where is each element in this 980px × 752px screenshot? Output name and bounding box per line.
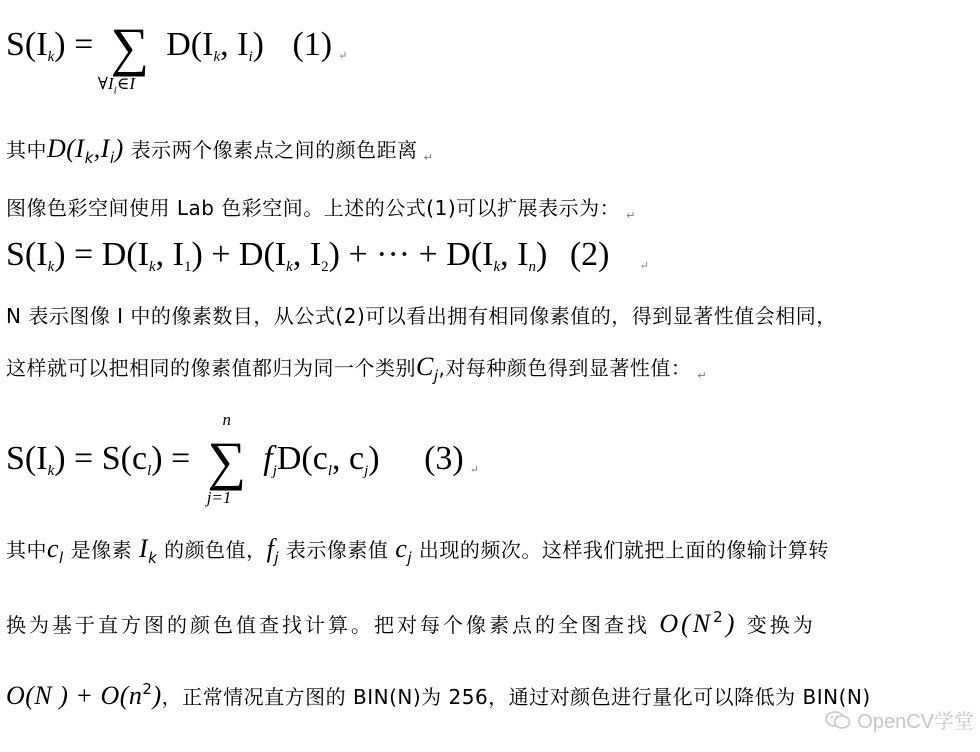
line4-prefix: 这样就可以把相同的像素值都归为同一个类别 (6, 356, 416, 380)
eq1-sub-i: i (248, 48, 253, 65)
eq1-close: ) (252, 25, 264, 63)
eq3-equals: ) = (151, 439, 199, 477)
sigma-symbol: ∑ (207, 431, 246, 491)
eq2-sub-k2: k (148, 259, 156, 275)
eq3-sep: , c (332, 439, 365, 477)
eq1-rhs-sub-k: k (213, 48, 221, 65)
eq1-rhs: D(I (166, 25, 214, 63)
eq3-sum-upper: n (222, 410, 231, 429)
text-line-4 (6, 352, 707, 385)
line5-p1: 其中 (6, 538, 47, 562)
watermark (825, 705, 974, 734)
eq3-d: D(c (276, 439, 328, 477)
equation-2 (6, 236, 649, 276)
eq2-term-1: ) = D(I (54, 236, 149, 273)
line4-suffix: ,对每种颜色得到显著性值： (438, 356, 692, 380)
line1-math-d: D(I (47, 134, 85, 163)
line5-math-i: I (138, 534, 149, 563)
line5-p2: 是像素 (63, 538, 139, 562)
line5-sub-j: j (274, 549, 280, 567)
line5-math-c2: c (395, 534, 408, 563)
line4-math-c: C (416, 352, 434, 381)
line6-sup-2: 2 (713, 608, 726, 626)
eq2-label: (2) (569, 236, 610, 273)
line5-sub-k: k (148, 549, 158, 567)
eq3-sub-j: j (272, 462, 277, 479)
paragraph-mark: ↵ (469, 463, 479, 476)
eq1-equals: = (65, 25, 102, 63)
line6-math-close: ) (725, 609, 738, 638)
line6-math-o: O(N (659, 609, 714, 638)
text-line-1 (6, 134, 433, 167)
paragraph-mark: ↵ (697, 369, 708, 382)
eq2-term-2: ) + D(I (191, 236, 287, 273)
text-line-3 (6, 300, 837, 329)
text-line-2 (6, 192, 636, 222)
text-line-6 (6, 608, 816, 639)
text-line-5 (6, 534, 829, 567)
line5-math-c: c (47, 534, 60, 563)
eq2-sub-2: 2 (321, 259, 329, 275)
line2-text: 图像色彩空间使用 Lab 色彩空间。上述的公式(1)可以扩展表示为： (6, 196, 621, 220)
line5-p5: 出现的频次。这样我们就把上面的像输计算转 (412, 538, 829, 562)
line5-p4: 表示像素值 (279, 538, 396, 562)
eq3-sub-l: l (147, 462, 152, 479)
watermark-text: OpenCV学堂 (857, 711, 974, 733)
eq1-summation (97, 17, 158, 97)
text-line-7 (6, 680, 871, 711)
eq2-sep-1: , I (155, 236, 184, 273)
eq2-sub-k3: k (286, 259, 293, 275)
paragraph-mark: ↵ (423, 151, 434, 164)
eq2-close: ) (535, 236, 548, 273)
line1-sub-i: i (109, 149, 115, 167)
eq3-f: f (263, 439, 273, 477)
line3-text: N 表示图像 I 中的像素数目，从公式(2)可以看出拥有相同像素值的，得到显著性值会相同， (6, 304, 837, 328)
eq3-close: ) (368, 439, 380, 477)
line7-math-close: ) (152, 681, 162, 710)
eq2-sub-n: n (528, 259, 536, 275)
eq2-lhs: S(I (6, 236, 48, 273)
eq1-lhs: S(I (6, 25, 48, 63)
line7-sup-2: 2 (142, 680, 153, 698)
eq1-label: (1) (292, 25, 333, 63)
eq2-sub-k4: k (493, 259, 501, 275)
eq1-sum-lower: $\forall I_i\in I$ (97, 74, 135, 97)
eq3-sub-k: k (47, 462, 55, 479)
line5-sub-l: l (59, 549, 64, 567)
eq3-sub-l2: l (327, 462, 332, 479)
eq2-sep-2: , I (292, 236, 322, 273)
line7-p1: ，正常情况直方图的 BIN(N)为 256，通过对颜色进行量化可以降低为 BIN(N) (161, 685, 871, 709)
eq1-rparen: ) (54, 25, 66, 63)
eq1-sep: , I (220, 25, 249, 63)
line1-math-sep: ,I (93, 134, 110, 163)
line5-math-f: f (266, 534, 275, 563)
equation-3 (6, 410, 479, 507)
paragraph-mark: ↵ (626, 209, 636, 222)
line1-suffix: 表示两个像素点之间的颜色距离 (123, 138, 418, 162)
wechat-icon (825, 710, 851, 730)
eq3-lhs: S(I (6, 439, 48, 477)
line5-sub-j2: j (407, 549, 412, 567)
line5-p3: 的颜色值， (157, 538, 267, 562)
eq2-sep-n: , I (500, 236, 529, 273)
eq2-sub-k: k (47, 259, 55, 275)
eq3-mid: ) = S(c (54, 439, 148, 477)
line7-math-o: O(N ) + O(n (6, 681, 143, 710)
paragraph-mark: ↵ (338, 49, 348, 62)
eq3-label: (3) (424, 439, 464, 477)
equation-1 (6, 17, 348, 97)
line4-sub-j: j (433, 367, 439, 385)
paragraph-mark: ↵ (639, 260, 649, 272)
eq3-sub-j2: j (364, 462, 369, 479)
line1-sub-k: k (84, 149, 94, 167)
eq2-term-n: ) + ··· + D(I (328, 236, 494, 273)
eq3-summation (199, 410, 255, 507)
eq3-sum-lower: j=1 (206, 488, 232, 507)
eq2-sub-1: 1 (183, 259, 192, 275)
line1-prefix: 其中 (6, 138, 47, 162)
sigma-symbol: ∑ (110, 17, 149, 77)
eq1-sub-k: k (47, 48, 55, 65)
line1-math-close: ) (114, 134, 124, 163)
line6-p1: 换为基于直方图的颜色值查找计算。把对每个像素点的全图查找 (6, 613, 660, 637)
line6-p2: 变换为 (737, 613, 816, 637)
